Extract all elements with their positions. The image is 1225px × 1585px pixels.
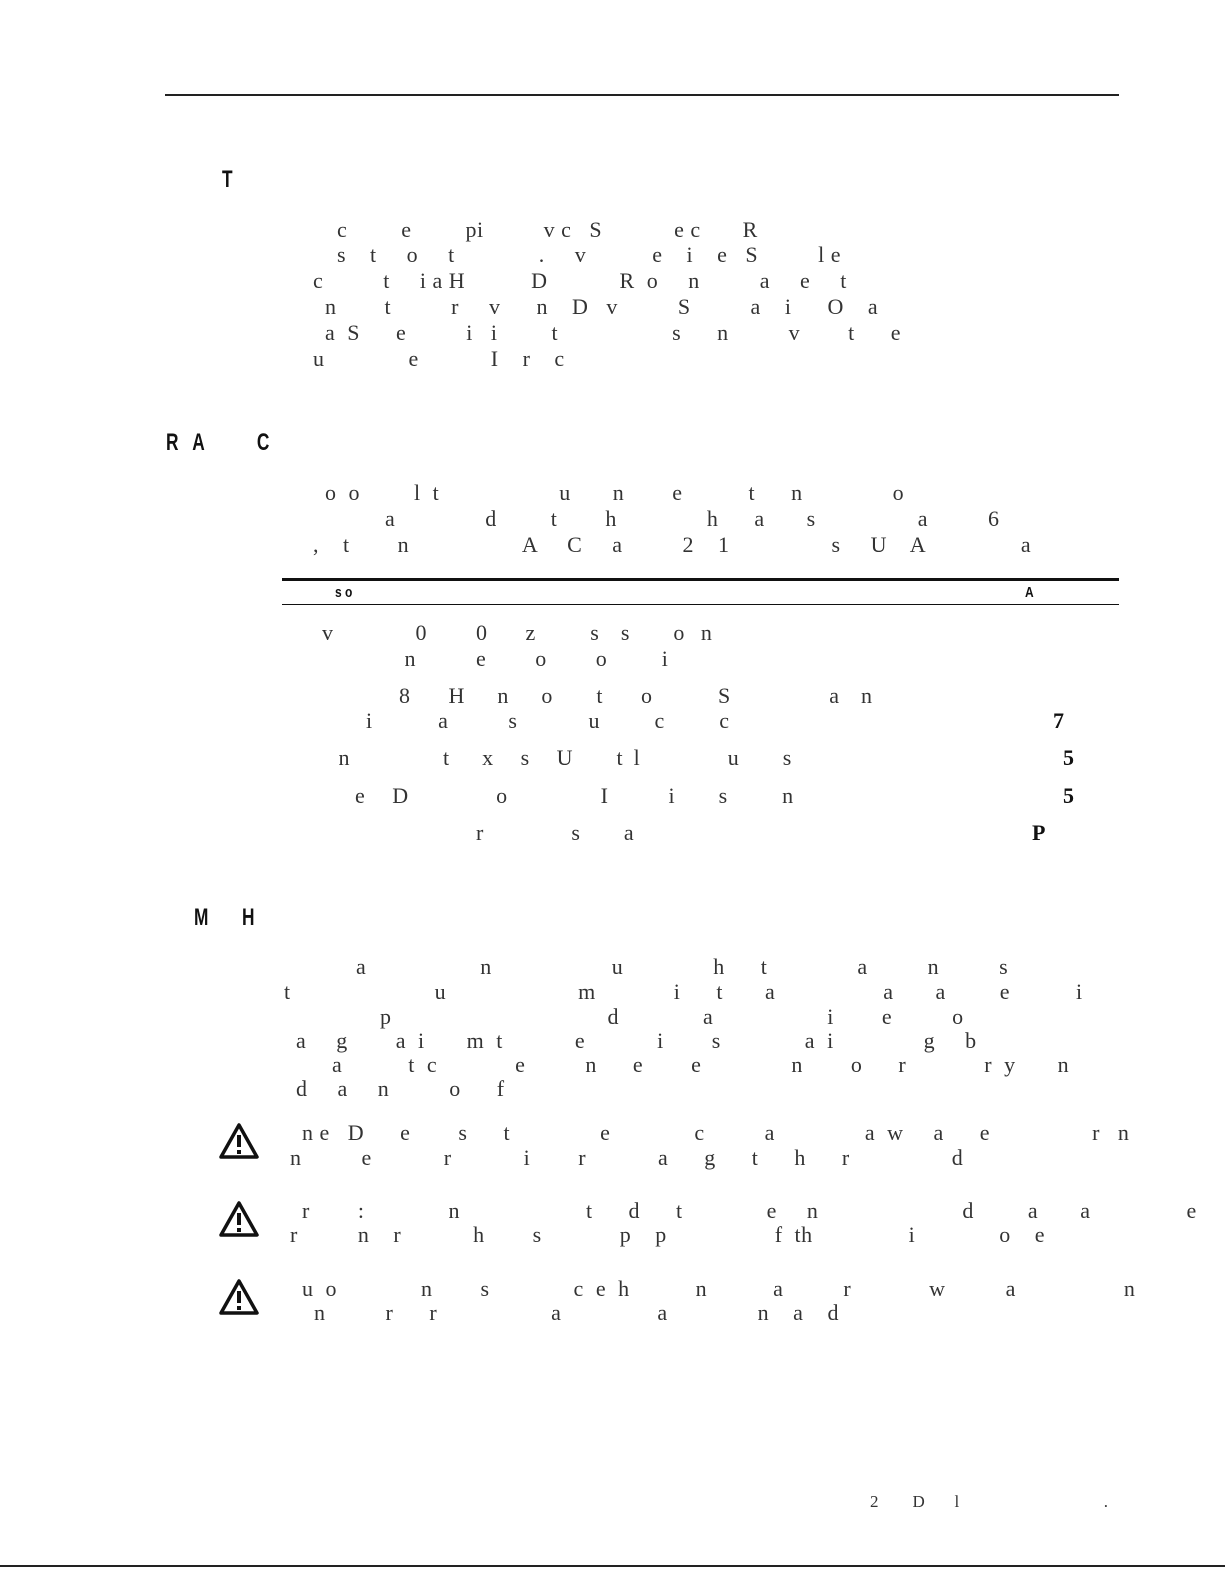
table-cell: n t x s U t l u s [322,745,792,770]
table-value: 5 [1063,783,1074,808]
table-cell: 8 H n o t o S a n [322,683,872,708]
table-value: 5 [1063,745,1074,770]
table-cell: v 0 0 z s s o n [322,620,712,645]
warning-text-line: n r r a a n a d [290,1300,839,1325]
section-2-heading: R A C [166,429,270,456]
paragraph-line: a n u h t a n s [284,954,1009,979]
warning-icon [218,1200,260,1238]
paragraph-line: o o l t u n e t n o [313,480,905,505]
paragraph-line: c e pi v c S e c R [313,217,758,242]
table-cell: e D o I i s n [322,783,794,808]
page-footer: 2 D l . [870,1492,1108,1511]
warning-text-line: n e r i r a g t h r d [290,1145,964,1170]
table-value: 7 [1053,708,1064,733]
table-top-rule [282,578,1119,581]
table-value: P [1032,820,1046,845]
paragraph-line: a t c e n e e n o r r y n [284,1052,1070,1077]
table-cell: r s a [322,820,634,845]
section-1-heading: T [222,166,233,193]
table-header-right: A [1025,584,1034,601]
table-header-left: s o [335,584,353,601]
section-3-heading: M H [194,904,255,931]
table-cell-continued: n e o o i [322,646,668,671]
warning-text-line: n e D e s t e c a a w a e r n [290,1120,1130,1145]
paragraph-line: , t n A C a 2 1 s U A a [313,532,1032,557]
paragraph-line: c t i a H D R o n a e t [313,268,847,293]
paragraph-line: t u m i t a a a e i [284,979,1083,1004]
table-header-rule [282,604,1119,605]
paragraph-line: s t o t . v e i e S l e [313,242,842,267]
warning-icon [218,1278,260,1316]
paragraph-line: a S e i i t s n v t e [313,320,902,345]
paragraph-line: a g a i m t e i s a i g b [284,1028,977,1053]
footer-rule [0,1565,1225,1567]
header-rule [165,94,1119,96]
warning-text-line: r n r h s p p f th i o e [290,1222,1046,1247]
paragraph-line: a d t h h a s a 6 [313,506,1000,531]
warning-text-line: r : n t d t e n d a a e [290,1198,1197,1223]
paragraph-line: p d a i e o [284,1004,964,1029]
paragraph-line: u e I r c [313,346,565,371]
warning-icon [218,1122,260,1160]
warning-text-line: u o n s c e h n a r w a n [290,1276,1136,1301]
table-cell-continued: i a s u c c [322,708,729,733]
paragraph-line: n t r v n D v S a i O a [313,294,879,319]
paragraph-line: d a n o f [284,1076,505,1101]
